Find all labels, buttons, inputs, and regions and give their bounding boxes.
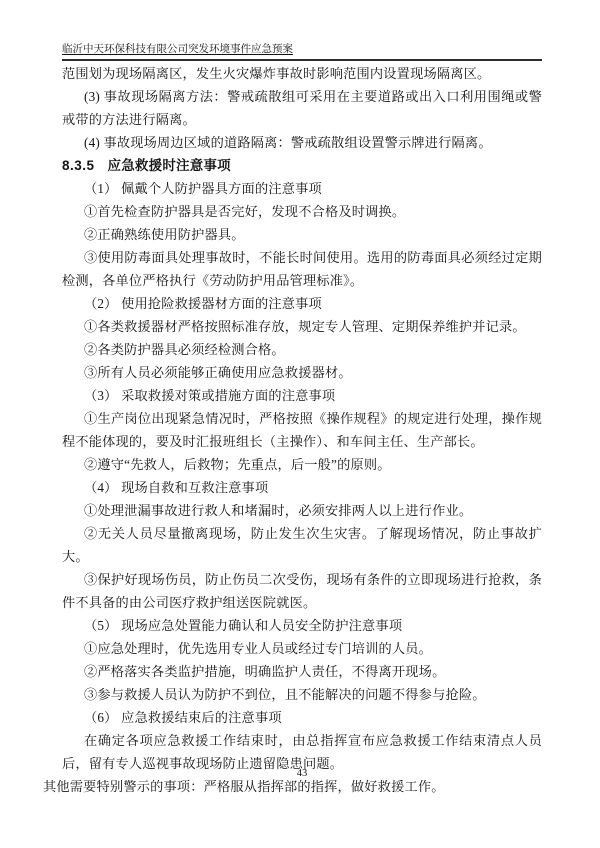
- paragraph: 在确定各项应急救援工作结束时，由总指挥宣布应急救援工作结束清点人员后，留有专人巡视事故现场防止遗留隐患问题。: [62, 733, 542, 771]
- paragraph: ②严格落实各类监护措施，明确监护人责任，不得离开现场。: [84, 664, 446, 679]
- paragraph: ①应急处理时，优先选用专业人员或经过专门培训的人员。: [84, 641, 433, 656]
- paragraph: （2） 使用抢险救援器材方面的注意事项: [84, 296, 322, 311]
- paragraph: （4） 现场自救和互救注意事项: [84, 480, 269, 495]
- paragraph: （6） 应急救援结束后的注意事项: [84, 710, 282, 725]
- paragraph: ②遵守“先救人，后救物；先重点，后一般”的原则。: [84, 457, 391, 472]
- paragraph: (3) 事故现场隔离方法：警戒疏散组可采用在主要道路或出入口利用围绳或警戒带的方法进行隔离。: [62, 89, 542, 127]
- paragraph: ①生产岗位出现紧急情况时，严格按照《操作规程》的规定进行处理，操作规程不能体现的，要及时汇报班组长（主操作）、和车间主任、生产部长。: [62, 411, 542, 449]
- header-title: 临沂中天环保科技有限公司突发环境事件应急预案: [62, 44, 293, 55]
- paragraph: (4) 事故现场周边区域的道路隔离：警戒疏散组设置警示牌进行隔离。: [84, 135, 492, 150]
- paragraph: ③使用防毒面具处理事故时，不能长时间使用。选用的防毒面具必须经过定期检测，各单位严格执行《劳动防护用品管理标准》。: [62, 250, 542, 288]
- paragraph: 范围划为现场隔离区，发生火灾爆炸事故时影响范围内设置现场隔离区。: [62, 66, 491, 81]
- paragraph: ②正确熟练使用防护器具。: [84, 227, 245, 242]
- page-header: [62, 43, 542, 61]
- paragraph: （1） 佩戴个人防护器具方面的注意事项: [84, 181, 322, 196]
- section-heading: [62, 154, 542, 177]
- paragraph: ③保护好现场伤员，防止伤员二次受伤，现场有条件的立即现场进行抢救，条件不具备的由公司医疗救护组送医院就医。: [62, 572, 542, 610]
- paragraph: ①首先检查防护器具是否完好，发现不合格及时调换。: [84, 204, 406, 219]
- section-heading-number: 8.3.5: [62, 158, 95, 173]
- paragraph: ②无关人员尽量撤离现场，防止发生次生灾害。了解现场情况，防止事故扩大。: [62, 526, 542, 564]
- section-heading-title: 应急救援时注意事项: [107, 158, 231, 173]
- page-number: 43: [296, 768, 308, 779]
- paragraph: ②各类防护器具必须经检测合格。: [84, 342, 285, 357]
- page-footer: [62, 767, 542, 781]
- paragraph: ①处理泄漏事故进行救人和堵漏时，必须安排两人以上进行作业。: [84, 503, 473, 518]
- paragraph: ③参与救援人员认为防护不到位，且不能解决的问题不得参与抢险。: [84, 687, 486, 702]
- paragraph: ①各类救援器材严格按照标准存放，规定专人管理、定期保养维护并记录。: [84, 319, 526, 334]
- paragraph: ③所有人员必须能够正确使用应急救援器材。: [84, 365, 352, 380]
- paragraph: 其他需要特别警示的事项：严格服从指挥部的指挥，做好救援工作。: [43, 779, 445, 794]
- paragraph: （5） 现场应急处置能力确认和人员安全防护注意事项: [84, 618, 403, 633]
- paragraph: （3） 采取救援对策或措施方面的注意事项: [84, 388, 336, 403]
- document-body: [43, 62, 542, 798]
